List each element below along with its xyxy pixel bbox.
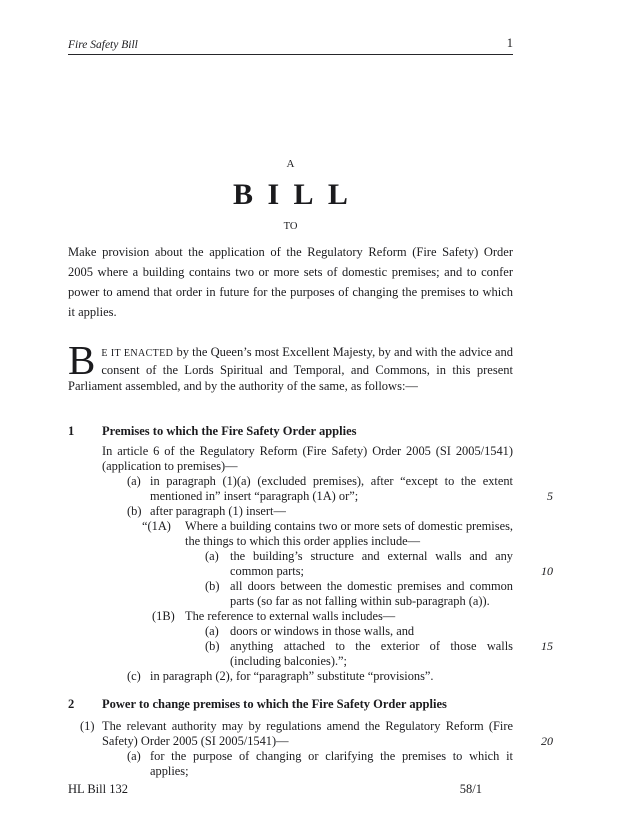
clause-2-heading [68,697,513,712]
provision-item-a [68,749,513,779]
item-text: after paragraph (1) insert— [150,504,286,518]
provision-item-a [68,474,553,504]
clause-1-heading [68,424,513,439]
item-text: in paragraph (2), for “paragraph” substitute “provisions”. [150,669,434,683]
clause-number: 1 [68,424,75,438]
page-number: 1 [506,36,513,50]
provision-item-c [68,669,513,684]
quoted-sub-item-b [68,639,553,669]
quoted-subsection-1b [68,609,513,624]
to-label: TO [283,221,298,232]
quoted-sub-item-a [68,624,513,639]
page-header [68,36,513,55]
subsection-text: The reference to external walls includes— [185,609,396,623]
item-text: for the purpose of changing or clarifying the premises to which it applies; [150,749,513,778]
quoted-sub-item-a [68,549,553,579]
drop-cap: B [68,337,96,383]
line-number-15: 15 [541,639,553,653]
item-text: anything attached to the exterior of those walls (including balconies).”; [230,639,513,668]
clause-1-intro: In article 6 of the Regulatory Reform (Fire Safety) Order 2005 (SI 2005/1541) (application to premises)— [102,444,513,473]
provision-item-b [68,504,513,519]
item-text: all doors between the domestic premises and common parts (so far as not falling within sub-paragraph (a)). [230,579,513,608]
running-title: Fire Safety Bill [68,39,138,51]
clause-heading-text: Power to change premises to which the Fire Safety Order applies [102,697,447,711]
item-text: in paragraph (1)(a) (excluded premises), after “except to the extent mentioned in” insert “paragraph (1A) or”; [150,474,513,503]
subsection-marker: “(1A) [142,519,171,533]
item-text: doors or windows in those walls, and [230,624,415,638]
item-marker: (b) [205,579,220,593]
page-footer [68,782,513,797]
subsection-text: Where a building contains two or more sets of domestic premises, the things to which this order applies include— [185,519,513,548]
line-number-10: 10 [541,564,553,578]
subsection-text: The relevant authority may by regulations amend the Regulatory Reform (Fire Safety) Order 2005 (SI 2005/1541)— [102,719,513,748]
bill-body [68,158,553,779]
article-letter: A [286,158,295,170]
clause-heading-text: Premises to which the Fire Safety Order applies [102,424,357,438]
line-number-5: 5 [547,489,553,503]
clause-number: 2 [68,697,75,711]
enacting-formula [68,337,513,394]
enacting-smallcaps: E IT ENACTED [101,348,174,359]
item-text: the building’s structure and external walls and any common parts; [230,549,513,578]
long-title: Make provision about the application of the Regulatory Reform (Fire Safety) Order 2005 where a building contains two or more sets of domestic premises; and to confer power to amend that order in future for the purposes of changing the premises to which it applies. [68,245,513,319]
footer-bill-number: HL Bill 132 [68,782,128,796]
item-marker: (a) [205,549,219,563]
enacting-text: by the Queen’s most Excellent Majesty, by and with the advice and consent of the Lords Spiritual and Temporal, and Commons, in this present Parliament assembled, and by the authority of the same, as follows:— [68,345,513,393]
quoted-subsection-1a [68,519,513,549]
item-marker: (b) [127,504,142,518]
subsection-marker: (1) [80,719,95,733]
item-marker: (b) [205,639,220,653]
item-marker: (a) [205,624,219,638]
item-marker: (a) [127,474,141,488]
bill-title: BILL [233,178,363,211]
footer-session-number: 58/1 [459,782,482,796]
item-marker: (a) [127,749,141,763]
line-number-20: 20 [541,734,553,748]
subsection-marker: (1B) [152,609,175,623]
subsection-1 [68,719,553,749]
item-marker: (c) [127,669,141,683]
quoted-sub-item-b [68,579,513,609]
